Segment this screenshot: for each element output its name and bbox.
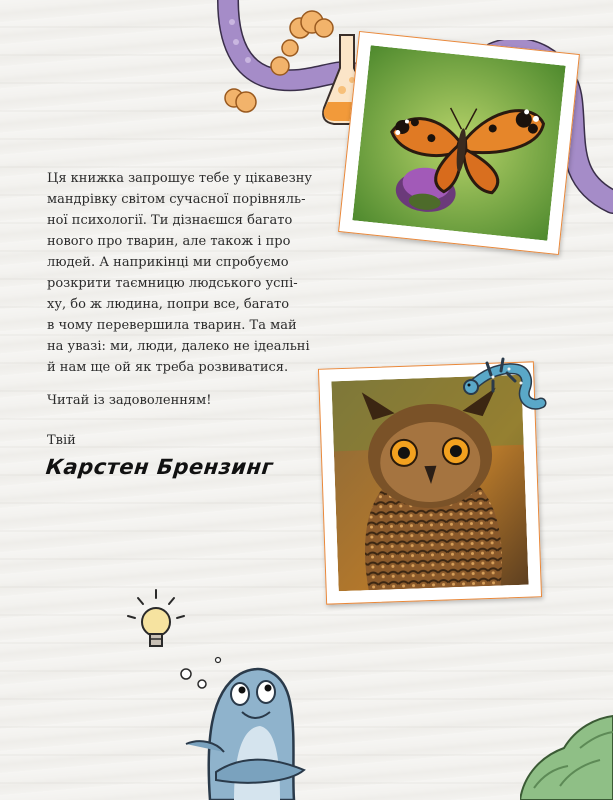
intro-line: ної психології. Ти дізнаєшся багато [47, 213, 293, 228]
intro-line: людей. А наприкінці ми спробуємо [47, 255, 289, 270]
closing-line: Читай із задоволенням! [47, 393, 212, 408]
intro-text [47, 168, 313, 378]
intro-line: в чому перевершила тварин. Та май [47, 318, 297, 333]
lightbulb-icon [118, 588, 198, 658]
butterfly-photo-frame [338, 31, 580, 255]
intro-line: розкрити таємницю людського успі- [47, 276, 298, 291]
intro-line: нового про тварин, але також і про [47, 234, 291, 249]
signoff: Твій [47, 433, 76, 448]
intro-paragraph [47, 168, 313, 378]
intro-line: на увазі: ми, люди, далеко не ідеальні [47, 339, 310, 354]
intro-line: ху, бо ж людина, попри все, багато [47, 297, 290, 312]
intro-line: Ця книжка запрошує тебе у цікавезну [47, 171, 313, 186]
butterfly-photo [352, 45, 565, 241]
intro-line: мандрівку світом сучасної порівняль- [47, 192, 306, 207]
author-signature: Карстен Брензинг [44, 455, 275, 479]
lizard-illustration [463, 345, 548, 417]
intro-line: й нам ще ой як треба розвиватися. [47, 360, 289, 375]
dolphin-illustration [180, 652, 320, 800]
bush-illustration [520, 708, 613, 800]
